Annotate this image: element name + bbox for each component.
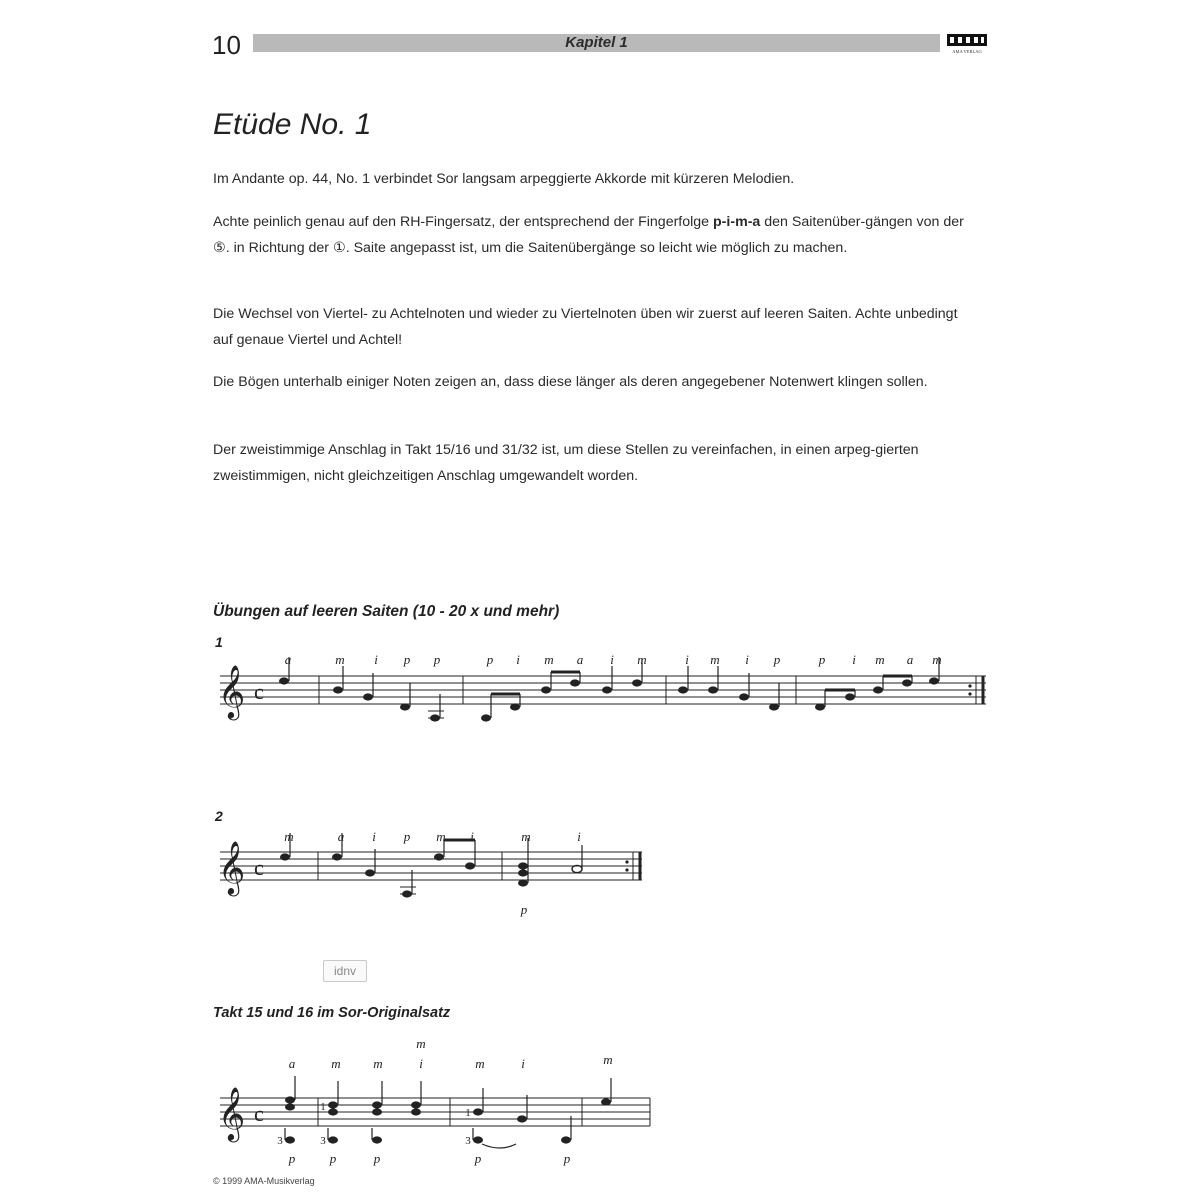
fingering-label: m	[710, 652, 720, 667]
paragraph-fingering-text-a: Achte peinlich genau auf den RH-Fingersatz, der entsprechend der Fingerfolge	[213, 214, 714, 230]
fingering-label: p	[403, 829, 411, 844]
fingering-label: a	[284, 652, 292, 667]
common-time-icon: c	[254, 679, 264, 704]
fingering-label: i	[852, 652, 856, 667]
paragraph-fingering-text-b: den Saitenüber-gängen von der ⑤. in Richtung der ①. Saite angepasst ist, um die Saitenübergänge so leicht wie möglich zu machen.	[213, 214, 964, 256]
left-finger-number: 1	[465, 1107, 471, 1119]
fingering-label: m	[335, 652, 345, 667]
fingering-label: m	[637, 652, 647, 667]
staff-original-excerpt	[210, 1036, 660, 1166]
fingering-label: i	[745, 652, 749, 667]
fingering-label: p	[818, 652, 826, 667]
fingering-label: m	[544, 652, 554, 667]
section-title-original: Takt 15 und 16 im Sor-Originalsatz	[213, 1005, 451, 1021]
fingering-label: p	[433, 652, 441, 667]
fingering-label: i	[470, 829, 474, 844]
fingering-label-below: p	[520, 902, 528, 917]
paragraph-rhythm: Die Wechsel von Viertel- zu Achtelnoten und wieder zu Viertelnoten üben wir zuerst auf leeren Saiten. Achte unbedingt auf genaue Viertel und Achtel!	[213, 306, 958, 348]
paragraph-slurs: Die Bögen unterhalb einiger Noten zeigen an, dass diese länger als deren angegebener Notenwert klingen sollen.	[213, 374, 928, 390]
left-finger-number: 3	[465, 1135, 471, 1147]
page-number: 10	[212, 30, 241, 60]
paragraph-fingering	[213, 209, 973, 261]
staff-exercise-1	[210, 650, 1000, 740]
fingering-label: a	[288, 1056, 296, 1071]
fingering-label: m	[373, 1056, 383, 1071]
fingering-label: m	[932, 652, 942, 667]
paragraph-intro: Im Andante op. 44, No. 1 verbindet Sor langsam arpeggierte Akkorde mit kürzeren Melodien.	[213, 171, 795, 187]
left-finger-number: 3	[320, 1135, 326, 1147]
left-finger-number: 3	[277, 1135, 283, 1147]
section-title-open-strings: Übungen auf leeren Saiten (10 - 20 x und mehr)	[213, 603, 560, 620]
fingering-label: a	[906, 652, 914, 667]
fingering-label: a	[576, 652, 584, 667]
tie-slur	[482, 1144, 516, 1148]
fingering-label: p	[486, 652, 494, 667]
fingering-label: m	[284, 829, 294, 844]
fingering-label: m	[475, 1056, 485, 1071]
fingering-label: m	[436, 829, 446, 844]
etude-title: Etüde No. 1	[213, 108, 372, 141]
fingering-label: i	[372, 829, 376, 844]
fingering-label: i	[685, 652, 689, 667]
fingering-label: p	[773, 652, 781, 667]
paragraph-arpeggio: Der zweistimmige Anschlag in Takt 15/16 und 31/32 ist, um diese Stellen zu vereinfachen, in einen arpeg-gierten zweistimmigen, nicht gleichzeitigen Anschlag umgewandelt worden.	[213, 442, 919, 484]
fingering-label: m	[521, 829, 531, 844]
fingering-label: i	[577, 829, 581, 844]
chapter-label: Kapitel 1	[565, 34, 628, 51]
publisher-logo	[946, 32, 988, 56]
watermark-stamp: idnv	[323, 960, 367, 982]
logo-text: AMA VERLAG	[952, 49, 982, 54]
treble-clef-icon: 𝄞	[218, 666, 246, 717]
fingering-label: m	[875, 652, 885, 667]
fingering-label: i	[521, 1056, 525, 1071]
exercise-number-2: 2	[215, 808, 223, 824]
fingering-label-below: p	[373, 1151, 381, 1166]
fingering-label-below: p	[329, 1151, 337, 1166]
fingering-label: m	[416, 1036, 426, 1051]
fingering-label-below: p	[474, 1151, 482, 1166]
common-time-icon: c	[254, 855, 264, 880]
treble-clef-icon: 𝄞	[218, 842, 246, 893]
fingering-label-below: p	[288, 1151, 296, 1166]
treble-clef-icon: 𝄞	[218, 1088, 246, 1139]
fingering-label: i	[610, 652, 614, 667]
fingering-label: i	[419, 1056, 423, 1071]
copyright-note: © 1999 AMA-Musikverlag	[213, 1176, 315, 1186]
fingering-sequence: p-i-m-a	[713, 214, 761, 230]
fingering-label: i	[374, 652, 378, 667]
fingering-label: m	[603, 1052, 613, 1067]
fingering-label: a	[337, 829, 345, 844]
exercise-number-1: 1	[215, 634, 223, 650]
fingering-label: i	[516, 652, 520, 667]
left-finger-number: 1	[320, 1101, 326, 1113]
staff-exercise-2	[210, 826, 660, 921]
common-time-icon: c	[254, 1101, 264, 1126]
fingering-label: m	[331, 1056, 341, 1071]
fingering-label: p	[403, 652, 411, 667]
fingering-label-below: p	[563, 1151, 571, 1166]
